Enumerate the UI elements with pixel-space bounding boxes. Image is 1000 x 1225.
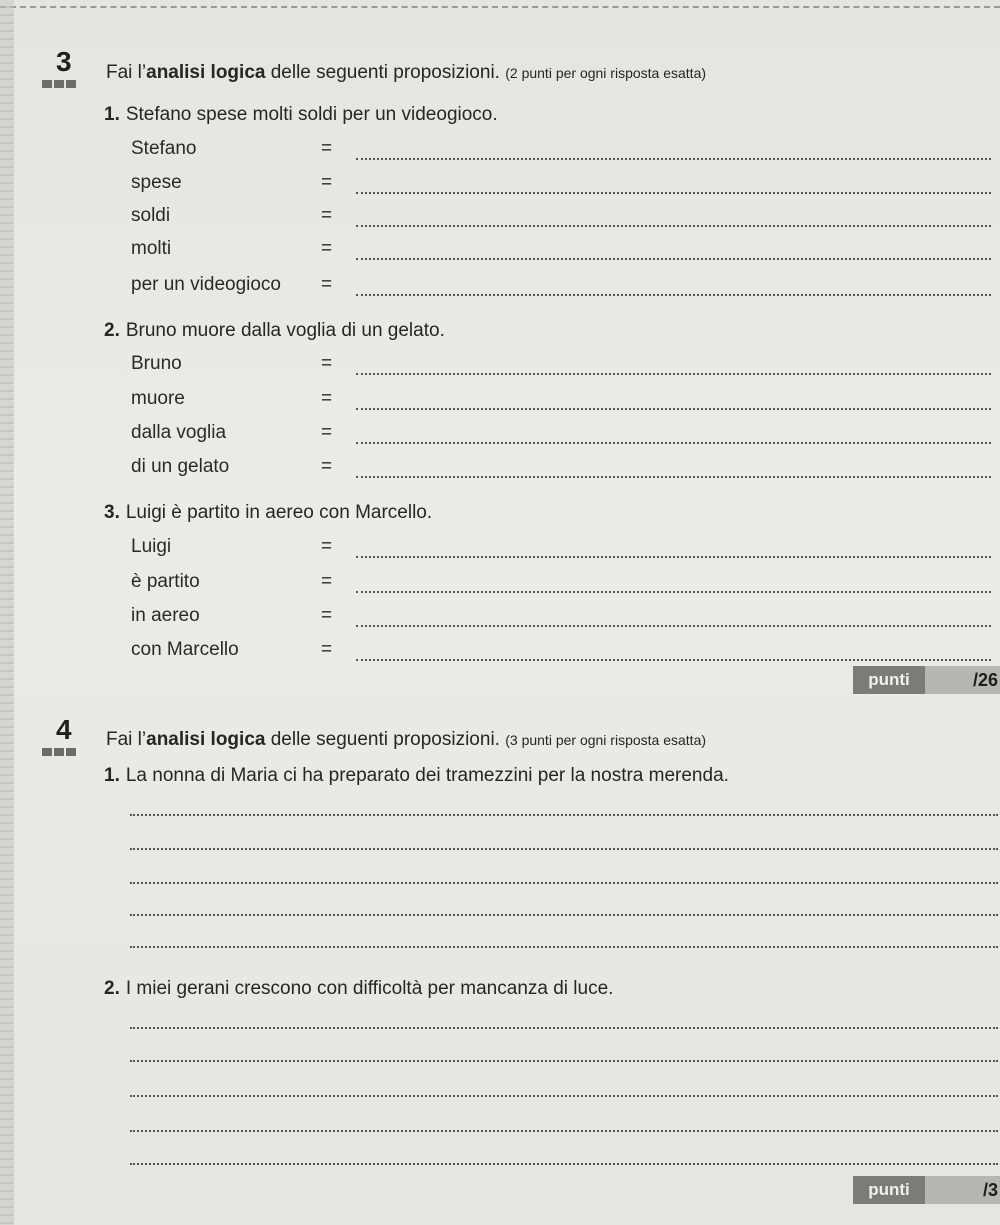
answer-line[interactable] <box>130 882 998 884</box>
score-value: /26 <box>925 666 1000 694</box>
exercise-number: 4 <box>56 714 72 745</box>
answer-line[interactable] <box>356 225 991 227</box>
ex3-answer-row: Stefano = <box>131 138 991 164</box>
exercise-3-score-box <box>853 666 1000 694</box>
answer-line[interactable] <box>356 625 991 627</box>
answer-line[interactable] <box>130 914 998 916</box>
exercise-number: 3 <box>56 46 72 77</box>
answer-line[interactable] <box>356 158 991 160</box>
answer-line[interactable] <box>130 1130 998 1132</box>
answer-line[interactable] <box>356 258 991 260</box>
ex3-answer-row: muore = <box>131 388 991 414</box>
answer-line[interactable] <box>130 814 998 816</box>
answer-line[interactable] <box>356 476 991 478</box>
perforation-line <box>0 6 1000 8</box>
ex3-answer-row: dalla voglia = <box>131 422 991 448</box>
answer-line[interactable] <box>356 659 991 661</box>
ex3-answer-row: spese = <box>131 172 991 198</box>
ex3-answer-row: molti = <box>131 238 991 264</box>
ex4-sentence-2: 2. I miei gerani crescono con difficoltà per mancanza di luce. <box>104 978 614 999</box>
answer-line[interactable] <box>356 591 991 593</box>
answer-line[interactable] <box>356 373 991 375</box>
answer-line[interactable] <box>130 1027 998 1029</box>
score-value: /3 <box>925 1176 1000 1204</box>
ex3-answer-row: soldi = <box>131 205 991 231</box>
ex4-sentence-1: 1. La nonna di Maria ci ha preparato dei tramezzini per la nostra merenda. <box>104 765 729 786</box>
ex3-answer-row: per un videogioco = <box>131 274 991 300</box>
answer-line[interactable] <box>356 192 991 194</box>
ex3-answer-row: Luigi = <box>131 536 991 562</box>
exercise-3-badge <box>42 46 84 86</box>
exercise-4-badge <box>42 714 84 754</box>
answer-line[interactable] <box>356 408 991 410</box>
binding-edge <box>0 0 14 1225</box>
score-label: punti <box>853 666 925 694</box>
exercise-4-score-box <box>853 1176 1000 1204</box>
ex3-sentence-2: 2. Bruno muore dalla voglia di un gelato. <box>104 320 445 341</box>
answer-line[interactable] <box>356 556 991 558</box>
ex3-answer-row: in aereo = <box>131 605 991 631</box>
answer-line[interactable] <box>130 946 998 948</box>
ex3-sentence-1: 1. Stefano spese molti soldi per un videogioco. <box>104 104 498 125</box>
score-label: punti <box>853 1176 925 1204</box>
answer-line[interactable] <box>356 442 991 444</box>
answer-line[interactable] <box>130 1163 998 1165</box>
answer-line[interactable] <box>130 1095 998 1097</box>
ex3-answer-row: Bruno = <box>131 353 991 379</box>
exercise-3-instruction: Fai l’analisi logica delle seguenti proposizioni. (2 punti per ogni risposta esatta) <box>106 62 707 83</box>
answer-line[interactable] <box>356 294 991 296</box>
ex3-answer-row: con Marcello = <box>131 639 991 665</box>
ex3-sentence-3: 3. Luigi è partito in aereo con Marcello. <box>104 502 433 523</box>
exercise-4-instruction: Fai l’analisi logica delle seguenti proposizioni. (3 punti per ogni risposta esatta) <box>106 729 707 750</box>
ex3-answer-row: è partito = <box>131 571 991 597</box>
answer-line[interactable] <box>130 1060 998 1062</box>
ex3-answer-row: di un gelato = <box>131 456 991 482</box>
answer-line[interactable] <box>130 848 998 850</box>
